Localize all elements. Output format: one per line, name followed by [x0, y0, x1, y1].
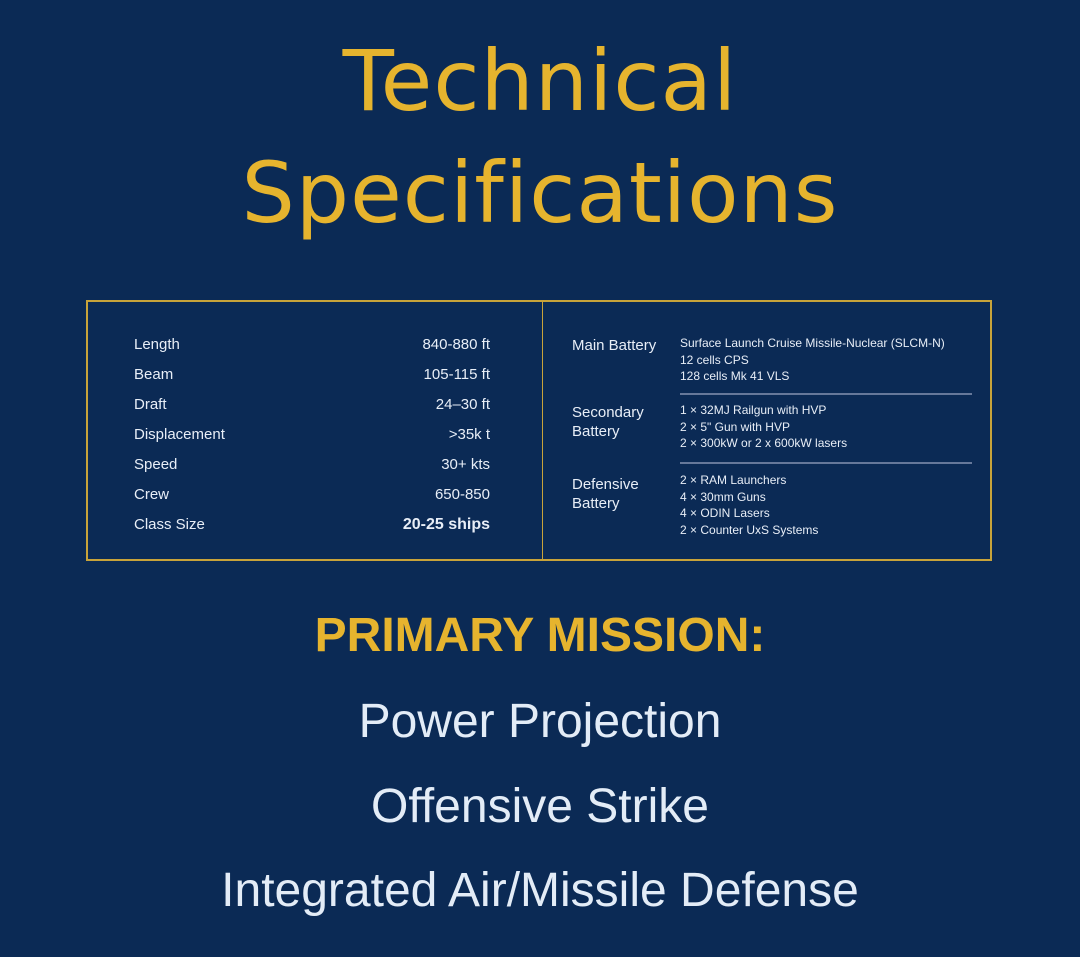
spec-label: Length: [134, 336, 180, 353]
list-item: 4 × 30mm Guns: [680, 489, 766, 504]
spec-label: Crew: [134, 486, 170, 503]
spec-value: 650-850: [434, 486, 490, 503]
list-item: 12 cells CPS: [680, 352, 749, 367]
column-divider: [542, 302, 543, 559]
spec-label: Displacement: [134, 426, 225, 443]
spec-row-displacement: [134, 426, 490, 456]
secondary-battery-items: [680, 402, 847, 452]
list-item: 2 × 300kW or 2 x 600kW lasers: [680, 436, 848, 450]
list-item: 1 × 32MJ Railgun with HVP: [680, 403, 827, 417]
spec-value: 840-880 ft: [422, 336, 490, 353]
spec-row-speed: [134, 456, 490, 486]
spec-row-draft: [134, 396, 490, 426]
main-battery-items: [680, 335, 945, 385]
spec-row-crew: [134, 486, 490, 516]
label-line: Defensive: [572, 476, 639, 493]
mission-item: Power Projection: [358, 695, 722, 748]
defensive-battery-items: [680, 472, 818, 538]
spec-row-length: [134, 336, 490, 366]
label-line: Battery: [572, 495, 620, 512]
spec-row-class-size: [134, 516, 490, 546]
spec-value: 24–30 ft: [435, 396, 490, 413]
spec-value: 30+ kts: [441, 456, 490, 473]
spec-label: Class Size: [134, 516, 205, 533]
list-item: 2 × 5" Gun with HVP: [680, 419, 790, 434]
spec-label: Draft: [134, 396, 167, 413]
list-item: 128 cells Mk 41 VLS: [680, 369, 790, 383]
spec-value: 20-25 ships: [402, 516, 490, 533]
label-line: Secondary: [572, 404, 644, 421]
spec-label: Speed: [134, 456, 178, 473]
list-item: Surface Launch Cruise Missile-Nuclear (SLCM-N): [680, 336, 945, 350]
specifications-table: [86, 300, 992, 561]
list-item: 4 × ODIN Lasers: [680, 506, 770, 520]
defensive-battery-label: [572, 475, 639, 513]
spec-label: Beam: [134, 366, 174, 383]
spec-value: 105-115 ft: [423, 366, 490, 383]
row-divider: [680, 393, 972, 395]
mission-item: Integrated Air/Missile Defense: [221, 864, 859, 917]
primary-mission-heading: PRIMARY MISSION:: [314, 609, 766, 662]
page-title-line-2: Specifications: [241, 144, 839, 242]
label-line: Battery: [572, 423, 620, 440]
page-title-line-1: Technical: [342, 32, 738, 130]
spec-value: >35k t: [448, 426, 490, 443]
list-item: 2 × Counter UxS Systems: [680, 522, 819, 537]
spec-row-beam: [134, 366, 490, 396]
list-item: 2 × RAM Launchers: [680, 473, 787, 487]
row-divider: [680, 462, 972, 464]
secondary-battery-label: [572, 403, 644, 441]
main-battery-label: Main Battery: [572, 337, 657, 354]
mission-item: Offensive Strike: [371, 780, 709, 833]
